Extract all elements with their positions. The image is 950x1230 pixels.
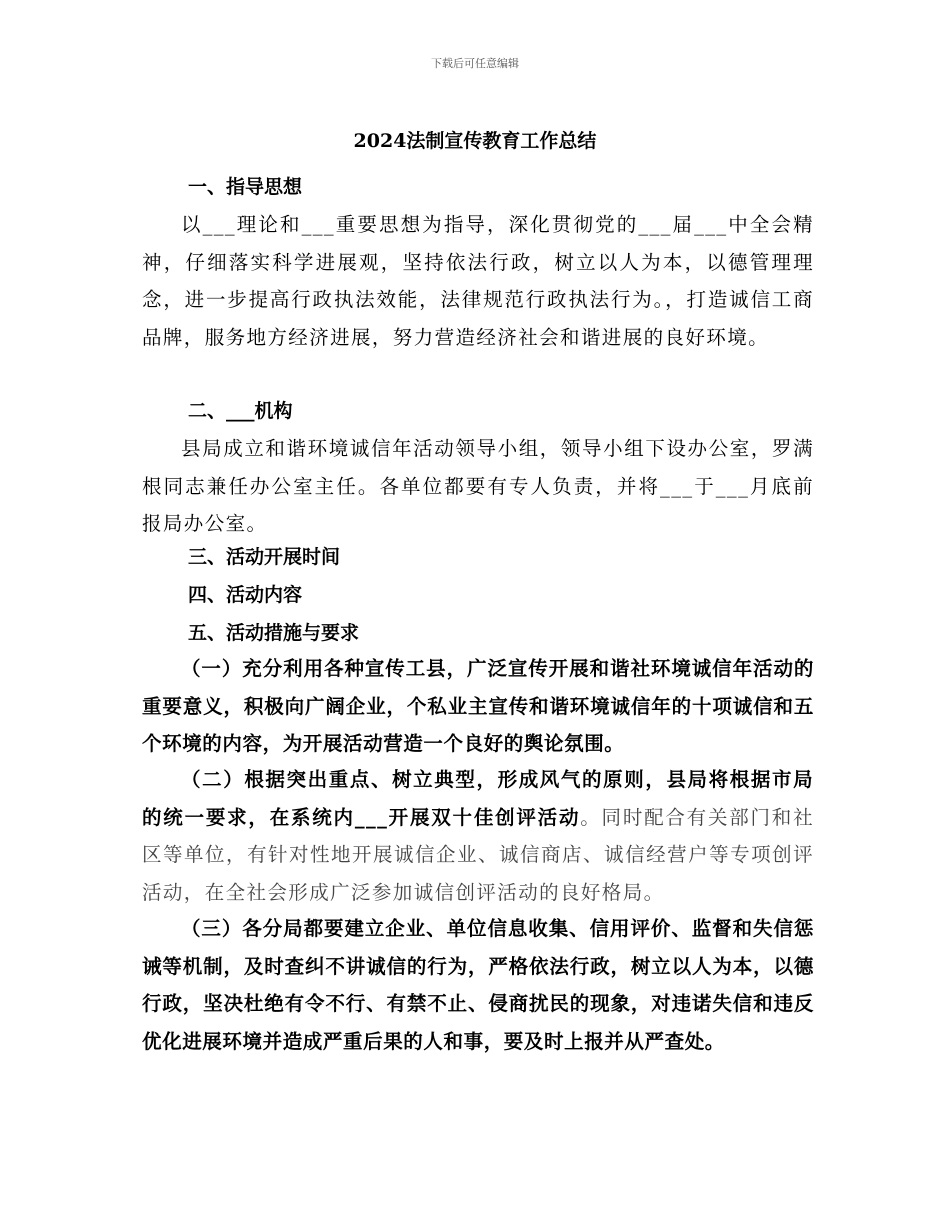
measure-paragraph-2-bold: （二）根据突出重点、树立典型，形成风气的原则，县局将根据市局的统一要求，在系统内___开展双十佳创评活动 xyxy=(142,768,814,829)
section-heading-1: 一、指导思想 xyxy=(188,176,303,198)
measure-paragraph-1: （一）充分利用各种宣传工县，广泛宣传开展和谐社环境诚信年活动的重要意义，积极向广阔企业，个私业主宣传和谐环境诚信年的十项诚信和五个环境的内容，为开展活动营造一个良好的舆论氛围。 xyxy=(142,657,814,755)
section-heading-3: 三、活动开展时间 xyxy=(188,546,341,568)
measures-paragraph-3 xyxy=(142,910,814,1060)
measure-paragraph-3: （三）各分局都要建立企业、单位信息收集、信用评价、监督和失信惩诫等机制，及时查纠不讲诚信的行为，严格依法行政，树立以人为本，以德行政，坚决杜绝有令不行、有禁不止、侵商扰民的现象，对违诺失信和违反优化进展环境并造成严重后果的人和事，要及时上报并从严查处。 xyxy=(142,917,814,1053)
section-guiding-thought xyxy=(142,168,814,356)
measure-paragraph-2-rest: 。同时配合有关部门和社区等单位，有针对性地开展诚信企业、诚信商店、诚信经营户等专项创评活动，在全社会形成广泛参加诚信创评活动的良好格局。 xyxy=(142,805,814,904)
measure-paragraph-2 xyxy=(142,761,814,911)
measures-paragraph-1 xyxy=(142,650,814,763)
measures-paragraph-2 xyxy=(142,761,814,911)
section-body-1: 以___理论和___重要思想为指导，深化贯彻党的___届___中全会精神，仔细落实科学进展观，坚持依法行政，树立以人为本，以德管理理念，进一步提高行政执法效能，法律规范行政执法行为。，打造诚信工商品牌，服务地方经济进展，努力营造经济社会和谐进展的良好环境。 xyxy=(142,213,814,349)
header-note: 下载后可任意编辑 xyxy=(431,57,519,70)
section-organization xyxy=(142,392,814,543)
section-heading-5: 五、活动措施与要求 xyxy=(188,622,360,644)
section-heading-4: 四、活动内容 xyxy=(188,584,303,606)
document-title: 2024法制宣传教育工作总结 xyxy=(353,130,597,152)
section-body-2: 县局成立和谐环境诚信年活动领导小组，领导小组下设办公室，罗满根同志兼任办公室主任。各单位都要有专人负责，并将___于___月底前报局办公室。 xyxy=(142,437,814,535)
section-heading-2: 二、___机构 xyxy=(188,400,293,422)
section-headings-3-5 xyxy=(142,538,814,652)
